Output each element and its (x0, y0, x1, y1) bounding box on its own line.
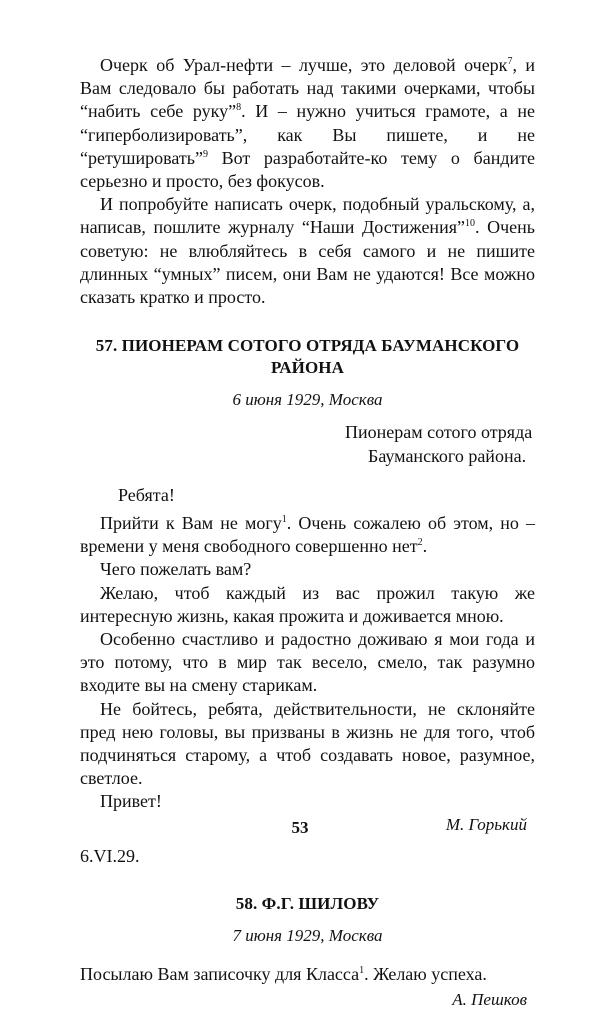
letter-57-paragraph-5: Не бойтесь, ребята, действительности, не склоняйте пред нею головы, вы призваны в жизнь не для того, чтоб подчиняться старому, а чтоб создавать новое, разумное, светлое. (80, 698, 535, 789)
letter-57-paragraph-4: Особенно счастливо и радостно доживаю я мои года и это потому, что в мир так весело, смело, так разумно входите вы на смену старикам. (80, 629, 535, 696)
letter-57-greeting: Ребята! (118, 484, 175, 505)
letter-57-paragraph-1: Прийти к Вам не могу$^1$. Очень сожалею об этом, но – времени у меня свободного совершенно нет$^2$. (80, 513, 536, 557)
intro-paragraph-1: Очерк об Урал-нефти – лучше, это деловой очерк$^7$, и Вам следовало бы работать над такими очерками, чтобы “набить себе руку”$^8$. И – нужно учиться грамоте, а не “гиперболизировать”, как Вы пишете, и не “ретушировать”$^9$ Вот разработайте-ко тему о бандите серьезно и просто, без фокусов. (80, 55, 535, 192)
letter-58-text: Посылаю Вам записочку для Класса$^1$. Желаю успеха. (80, 964, 487, 985)
page-number: 53 (291, 818, 309, 837)
address-line-1: Пионерам сотого отряда (345, 422, 533, 443)
letter-57-closing: Привет! (100, 791, 162, 812)
letter-57-date: 6 июня 1929, Москва (232, 390, 383, 410)
letter-58-heading: 58. Ф.Г. ШИЛОВУ (235, 894, 380, 914)
intro-paragraph-2: И попробуйте написать очерк, подобный уральскому, а, написав, пошлите журналу “Наши Достижения”$^{10}$. Очень советую: не влюбляйтесь в себя самого и не пишите длинных “умных” писем, они Вам не удаются! Все можно сказать кратко и просто. (80, 194, 536, 308)
letter-57-heading: 57. ПИОНЕРАМ СОТОГО ОТРЯДА БАУМАНСКОГО РАЙОНА (95, 336, 520, 378)
letter-58-signature: А. Пешков (452, 989, 527, 1009)
address-line-2: Бауманского района. (368, 445, 527, 466)
letter-57-paragraph-3: Желаю, чтоб каждый из вас прожил такую же интересную жизнь, какая прожита и доживается мною. (80, 582, 535, 626)
letter-57-address (80, 421, 535, 467)
letter-58-date: 7 июня 1929, Москва (232, 926, 383, 946)
letter-57-signature: М. Горький (445, 814, 527, 834)
page-content (80, 54, 535, 1011)
letter-57-date-line: 6.VI.29. (80, 845, 140, 866)
letter-57-paragraph-2: Чего пожелать вам? (100, 559, 252, 580)
